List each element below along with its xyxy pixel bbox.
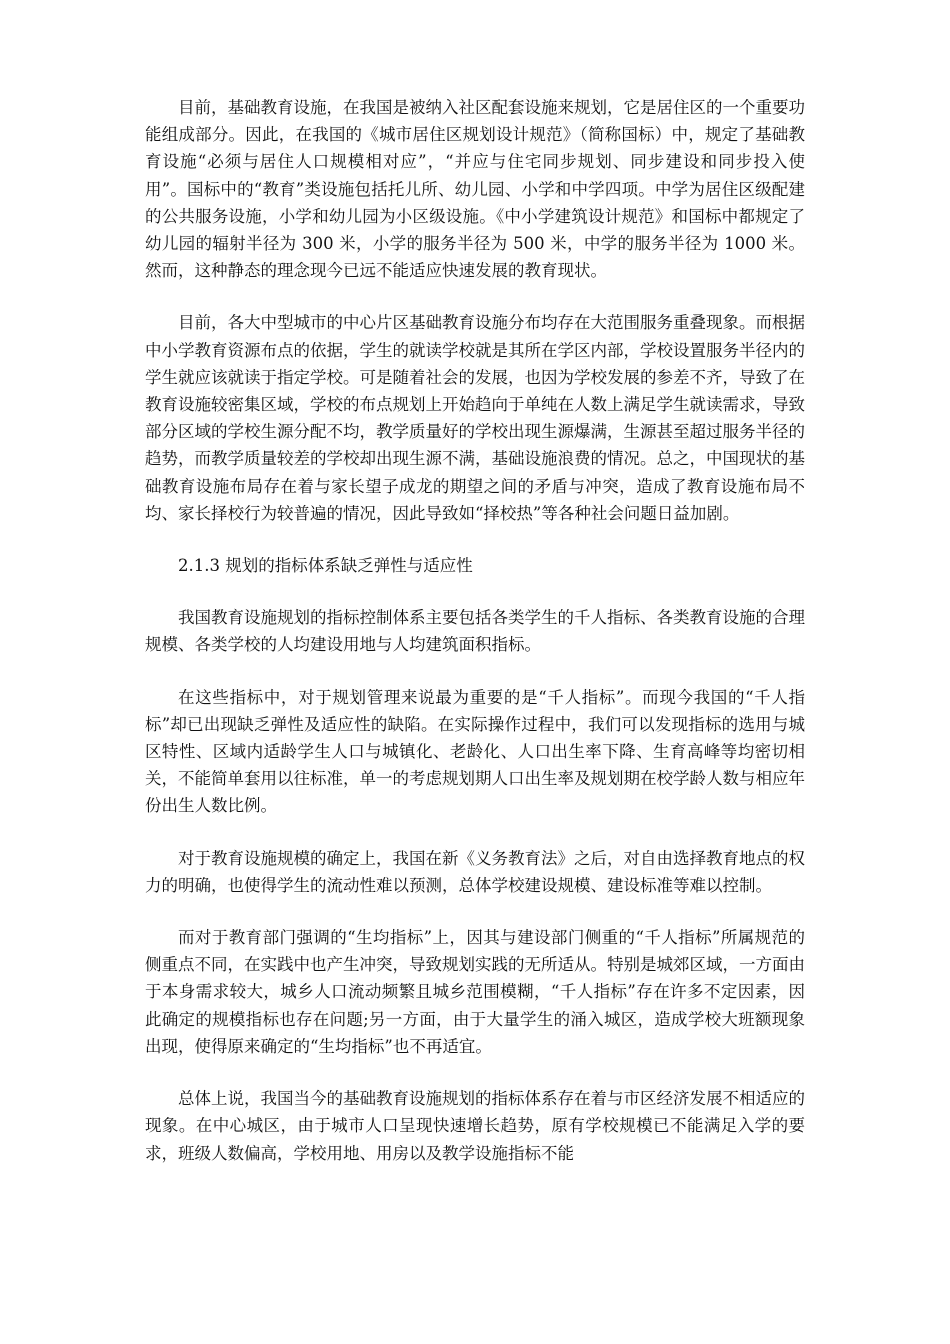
section-heading: 2.1.3 规划的指标体系缺乏弹性与适应性 (178, 556, 473, 576)
body-paragraph: 目前，基础教育设施，在我国是被纳入社区配套设施来规划，它是居住区的一个重要功能组成部分。因此，在我国的《城市居住区规划设计规范》（简称国标）中，规定了基础教育设施“必须与居住人口规模相对应”，“并应与住宅同步规划、同步建设和同步投入使用”。国标中的“教育”类设施包括托儿所、幼儿园、小学和中学四项。中学为居住区级配建的公共服务设施，小学和幼儿园为小区级设施。《中小学建筑设计规范》和国标中都规定了幼儿园的辐射半径为 300 米，小学的服务半径为 500 米，中学的服务半径为 1000 米。然而，这种静态的理念现今已远不能适应快速发展的教育现状。 (145, 98, 805, 281)
body-paragraph: 在这些指标中，对于规划管理来说最为重要的是“千人指标”。而现今我国的“千人指标”却已出现缺乏弹性及适应性的缺陷。在实际操作过程中，我们可以发现指标的选用与城区特性、区域内适龄学生人口与城镇化、老龄化、人口出生率下降、生育高峰等均密切相关，不能简单套用以往标准，单一的考虑规划期人口出生率及规划期在校学龄人数与相应年份出生人数比例。 (145, 687, 805, 816)
document-page (145, 94, 805, 1192)
body-paragraph: 对于教育设施规模的确定上，我国在新《义务教育法》之后，对自由选择教育地点的权力的明确，也使得学生的流动性难以预测，总体学校建设规模、建设标准等难以控制。 (145, 848, 805, 895)
body-paragraph: 总体上说，我国当今的基础教育设施规划的指标体系存在着与市区经济发展不相适应的现象。在中心城区，由于城市人口呈现快速增长趋势，原有学校规模已不能满足入学的要求，班级人数偏高，学校用地、用房以及教学设施指标不能 (145, 1089, 805, 1163)
body-paragraph: 我国教育设施规划的指标控制体系主要包括各类学生的千人指标、各类教育设施的合理规模、各类学校的人均建设用地与人均建筑面积指标。 (145, 608, 805, 655)
body-paragraph: 而对于教育部门强调的“生均指标”上，因其与建设部门侧重的“千人指标”所属规范的侧重点不同，在实践中也产生冲突，导致规划实践的无所适从。特别是城郊区域，一方面由于本身需求较大，城乡人口流动频繁且城乡范围模糊，“千人指标”存在许多不定因素，因此确定的规模指标也存在问题;另一方面，由于大量学生的涌入城区，造成学校大班额现象出现，使得原来确定的“生均指标”也不再适宜。 (145, 928, 805, 1056)
body-paragraph: 目前，各大中型城市的中心片区基础教育设施分布均存在大范围服务重叠现象。而根据中小学教育资源布点的依据，学生的就读学校就是其所在学区内部，学校设置服务半径内的学生就应该就读于指定学校。可是随着社会的发展，也因为学校发展的参差不齐，导致了在教育设施较密集区域，学校的布点规划上开始趋向于单纯在人数上满足学生就读需求，导致部分区域的学校生源分配不均，教学质量好的学校出现生源爆满，生源甚至超过服务半径的趋势，而教学质量较差的学校却出现生源不满，基础设施浪费的情况。总之，中国现状的基础教育设施布局存在着与家长望子成龙的期望之间的矛盾与冲突，造成了教育设施布局不均、家长择校行为较普遍的情况，因此导致如“择校热”等各种社会问题日益加剧。 (145, 313, 805, 523)
